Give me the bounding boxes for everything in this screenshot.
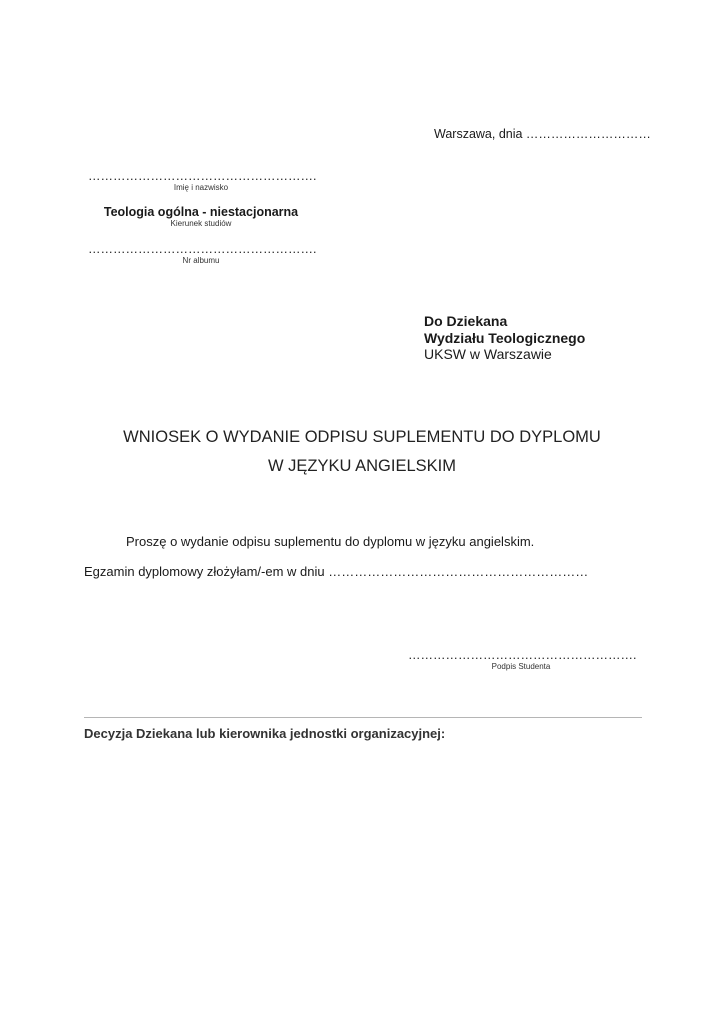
field-of-study-caption: Kierunek studiów	[170, 219, 232, 228]
addressee-line-1: Do Dziekana	[424, 313, 508, 329]
section-divider	[84, 717, 642, 718]
field-of-study-block	[88, 205, 314, 229]
field-of-study-value: Teologia ogólna - niestacjonarna	[103, 205, 299, 219]
signature-caption: Podpis Studenta	[491, 662, 551, 671]
request-sentence: Proszę o wydanie odpisu suplementu do dyplomu w języku angielskim.	[126, 534, 535, 549]
addressee-line-2: Wydziału Teologicznego	[424, 330, 586, 346]
student-name-dots: ……………………………………………….	[88, 169, 317, 183]
signature-block	[408, 648, 637, 672]
date-line: Warszawa, dnia …………………………	[434, 127, 651, 141]
document-title-line-2: W JĘZYKU ANGIELSKIM	[268, 457, 456, 475]
document-title-line-1: WNIOSEK O WYDANIE ODPISU SUPLEMENTU DO DYPLOMU	[123, 428, 601, 446]
album-number-caption: Nr albumu	[182, 256, 220, 265]
album-number-dots: ……………………………………………….	[88, 242, 317, 256]
student-name-block	[88, 169, 317, 193]
signature-dots: ……………………………………………….	[408, 648, 637, 662]
exam-date-line: Egzamin dyplomowy złożyłam/-em w dniu ……………………………………………………	[84, 564, 589, 579]
album-number-block	[88, 242, 317, 266]
addressee-line-3: UKSW w Warszawie	[424, 346, 552, 362]
student-name-caption: Imię i nazwisko	[173, 183, 229, 192]
dean-decision-label: Decyzja Dziekana lub kierownika jednostki organizacyjnej:	[84, 726, 446, 741]
